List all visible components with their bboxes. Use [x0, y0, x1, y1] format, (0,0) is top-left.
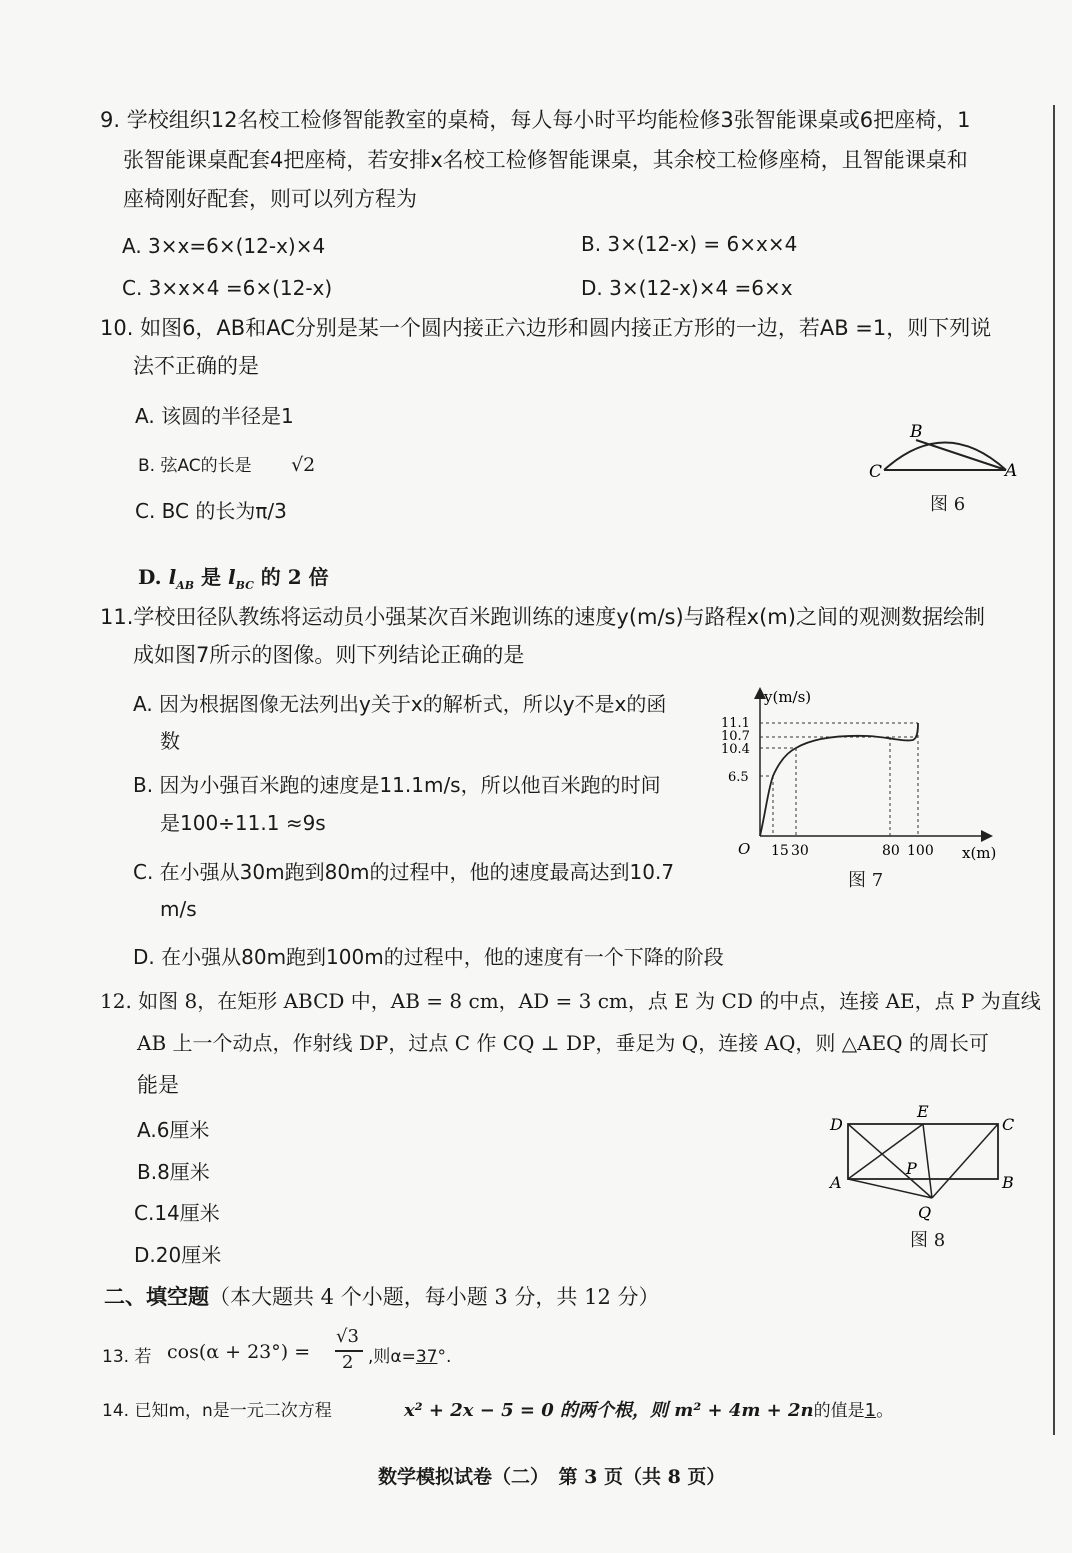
label-q: Q: [918, 1203, 932, 1222]
q9-line2: 张智能课桌配套4把座椅，若安排x名校工检修智能课桌，其余校工检修座椅，且智能课桌和: [123, 148, 968, 172]
figure-7-caption: 图 7: [848, 870, 884, 891]
q13-fraction-numerator: √3: [336, 1326, 359, 1347]
label-e: E: [917, 1102, 929, 1121]
circle-arc: [884, 443, 1006, 471]
x-axis-label: x(m): [962, 844, 997, 862]
xtick-30: 30: [791, 843, 809, 859]
q12-option-d: D.20厘米: [134, 1243, 222, 1267]
q11-option-c-line1: C. 在小强从30m跑到80m的过程中，他的速度最高达到10.7: [133, 860, 675, 884]
q10-line1: 10. 如图6，AB和AC分别是某一个圆内接正六边形和圆内接正方形的一边，若AB =1，则下列说: [100, 316, 992, 340]
q12-line1: 12. 如图 8，在矩形 ABCD 中，AB = 8 cm，AD = 3 cm，点 E 为 CD 的中点，连接 AE，点 P 为直线: [100, 989, 1041, 1013]
q9-option-b: B. 3×(12-x) = 6×x×4: [581, 232, 798, 256]
q9-option-d: D. 3×(12-x)×4 =6×x: [581, 276, 793, 300]
label-a: A: [1005, 461, 1018, 481]
ytick-11-1: 11.1: [721, 716, 750, 731]
q13-answer: 37: [415, 1347, 438, 1367]
q13-expression: cos(α + 23°) =: [167, 1341, 311, 1363]
q11-option-b-line2: 是100÷11.1 ≈9s: [160, 811, 326, 835]
y-axis-label: y(m/s): [764, 688, 812, 706]
construction-lines: [848, 1124, 998, 1198]
q9-line3: 座椅刚好配套，则可以列方程为: [123, 187, 417, 211]
figure-7: [718, 680, 1018, 865]
xtick-15: 15: [771, 843, 789, 859]
q13-fraction-denominator: 2: [342, 1352, 354, 1373]
q11-option-c-line2: m/s: [160, 897, 197, 921]
margin-line: [1053, 105, 1055, 1435]
q14-expression-line: x² + 2x − 5 = 0 的两个根，则 m² + 4m + 2n的值是1。: [404, 1400, 895, 1421]
speed-curve: [760, 723, 918, 836]
xtick-100: 100: [907, 843, 934, 859]
section-2-heading: [104, 1280, 660, 1314]
q10-option-d: D. $l_{AB}$ 是 $l_{BC}$ 的 2 倍: [138, 565, 329, 592]
q11-option-b-line1: B. 因为小强百米跑的速度是11.1m/s，所以他百米跑的时间: [133, 773, 661, 797]
segment-eq: [923, 1124, 932, 1198]
label-d: D: [830, 1115, 843, 1134]
figure-6-caption: 图 6: [930, 494, 966, 515]
q10-option-a: A. 该圆的半径是1: [135, 404, 294, 428]
q11-line2: 成如图7所示的图像。则下列结论正确的是: [133, 643, 525, 667]
ytick-10-7: 10.7: [721, 729, 750, 744]
q12-option-b: B.8厘米: [137, 1160, 210, 1184]
q10-option-b: B. 弦AC的长是 √2: [138, 454, 316, 476]
q14-expression: x² + 2x − 5 = 0 的两个根，则 m² + 4m + 2n: [404, 1400, 814, 1421]
label-b8: B: [1002, 1173, 1014, 1192]
rectangle-abcd: [848, 1124, 998, 1179]
origin-label: O: [738, 840, 751, 858]
figure-8: [820, 1100, 1030, 1230]
page-footer: 数学模拟试卷（二） 第 3 页（共 8 页）: [378, 1466, 726, 1488]
q11-option-a-line2: 数: [160, 729, 180, 753]
segment-aq: [848, 1179, 932, 1198]
q14-answer: 1: [864, 1400, 877, 1421]
q14: 14. 已知m，n是一元二次方程: [102, 1401, 332, 1421]
section-2-desc: （本大题共 4 个小题，每小题 3 分，共 12 分）: [209, 1285, 660, 1309]
ytick-10-4: 10.4: [721, 742, 750, 757]
label-c: C: [869, 462, 883, 482]
label-b: B: [910, 422, 923, 442]
figure-8-caption: 图 8: [910, 1230, 946, 1251]
q12-line2: AB 上一个动点，作射线 DP，过点 C 作 CQ ⊥ DP，垂足为 Q，连接 AQ，则 △AEQ 的周长可: [137, 1031, 989, 1055]
q12-line3: 能是: [137, 1073, 179, 1097]
q12-option-c: C.14厘米: [134, 1201, 220, 1225]
label-c8: C: [1002, 1115, 1015, 1134]
q9-option-a: A. 3×x=6×(12-x)×4: [122, 234, 326, 258]
q10-line2: 法不正确的是: [133, 354, 259, 378]
section-2-title: 二、填空题: [104, 1284, 209, 1309]
q13-answer-line: ,则α=37°.: [368, 1347, 452, 1367]
label-a8: A: [830, 1173, 842, 1192]
segment-cq: [932, 1124, 998, 1198]
label-p: P: [906, 1159, 917, 1178]
q11-option-a-line1: A. 因为根据图像无法列出y关于x的解析式，所以y不是x的函: [133, 692, 667, 716]
q12-option-a: A.6厘米: [137, 1118, 210, 1142]
q11-line1: 11.学校田径队教练将运动员小强某次百米跑训练的速度y(m/s)与路程x(m)之间的观测数据绘制: [100, 605, 985, 629]
q9-line1: 9. 学校组织12名校工检修智能教室的桌椅，每人每小时平均能检修3张智能课桌或6把座椅，1: [100, 108, 971, 132]
xtick-80: 80: [882, 843, 900, 859]
sqrt2-value: √2: [291, 454, 316, 476]
ytick-6-5: 6.5: [728, 770, 749, 785]
q11-option-d: D. 在小强从80m跑到100m的过程中，他的速度有一个下降的阶段: [133, 945, 724, 969]
ray-dp: [848, 1124, 932, 1198]
q9-option-c: C. 3×x×4 =6×(12-x): [122, 276, 333, 300]
q10-option-c: C. BC 的长为π/3: [135, 499, 287, 523]
